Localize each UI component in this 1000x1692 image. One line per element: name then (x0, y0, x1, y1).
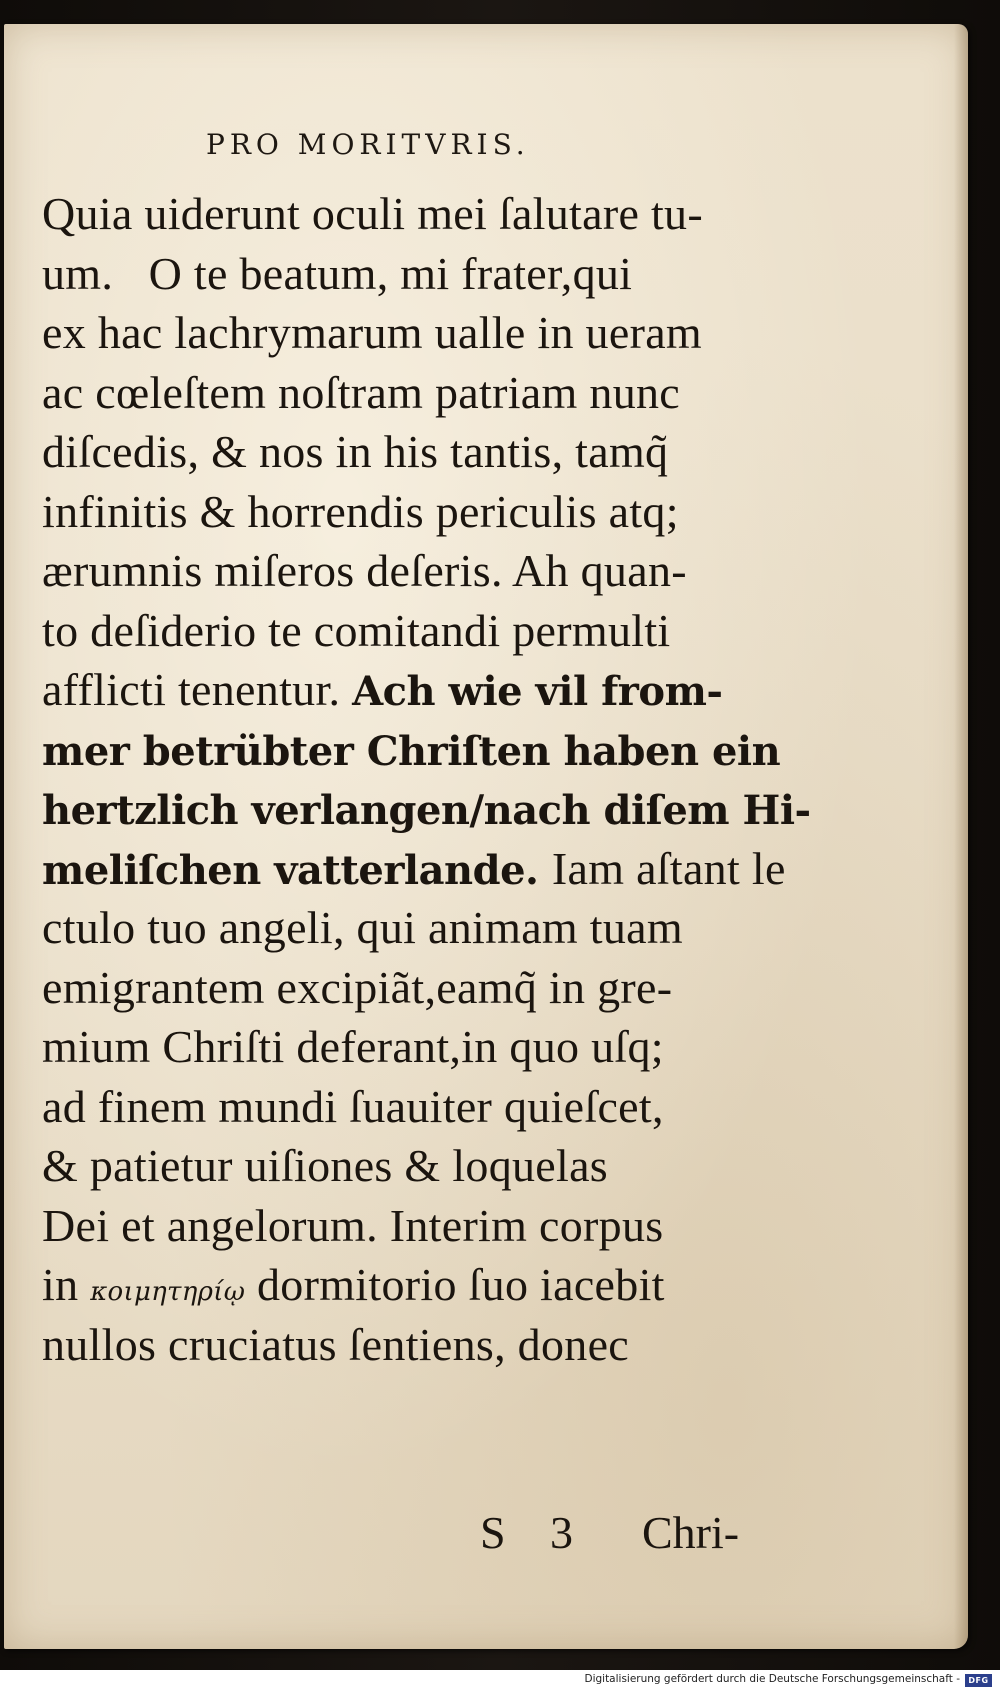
roman-text: to deſiderio te comitandi permulti (42, 604, 671, 656)
text-line (42, 839, 802, 899)
roman-text: um. O te beatum, mi frater,qui (42, 247, 633, 299)
text-line (42, 720, 802, 780)
roman-text: ærumnis miſeros deſeris. Ah quan- (42, 545, 687, 596)
text-line (42, 1255, 802, 1315)
roman-text: diſcedis, & nos in his tantis, tamq̃ (42, 426, 669, 477)
text-line (42, 660, 802, 720)
roman-text: Dei et angelorum. Interim corpus (42, 1199, 664, 1251)
roman-text: ctulo tuo angeli, qui animam tuam (42, 902, 683, 953)
roman-text: afflicti tenentur. (42, 664, 353, 715)
text-line (42, 958, 802, 1018)
blackletter-text: meliſchen vatterlande. (42, 846, 552, 894)
page-edge-shadow (954, 24, 968, 1649)
catchword: Chri- (642, 1507, 740, 1558)
roman-text: Quia uiderunt oculi mei ſalutare tu- (42, 188, 703, 239)
roman-text: nullos cruciatus ſentiens, donec (42, 1318, 630, 1370)
body-text (42, 184, 811, 1558)
roman-text: dormitorio ſuo iacebit (245, 1259, 665, 1310)
signature-mark: S (480, 1507, 506, 1558)
greek-word: κοιμητηρίῳ (90, 1277, 246, 1307)
text-line (42, 779, 811, 839)
text-line (42, 422, 802, 482)
footer-bar (0, 1670, 1000, 1692)
blackletter-text: Ach wie vil from- (352, 668, 723, 715)
roman-text: ad finem mundi ſuauiter quieſcet, (42, 1080, 664, 1132)
text-line (42, 1077, 802, 1137)
roman-text: mium Chriſti deferant,in quo uſq; (42, 1021, 664, 1072)
dfg-logo: DFG (965, 1674, 992, 1687)
running-head: PRO MORITVRIS. (206, 128, 530, 161)
text-line (42, 303, 802, 363)
text-line (42, 601, 802, 661)
blackletter-text: mer betrübter Chriſten haben ein (42, 727, 781, 775)
roman-text: Iam aſtant le (551, 842, 786, 894)
roman-text: ac cœleſtem noſtram patriam nunc (42, 366, 681, 418)
signature-number: 3 (550, 1507, 573, 1558)
roman-text: in (42, 1259, 91, 1310)
funding-notice: Digitalisierung gefördert durch die Deutsche Forschungsgemeinschaft - (584, 1673, 960, 1685)
text-line (42, 541, 802, 601)
text-line (42, 1017, 802, 1077)
roman-text: emigrantem excipiãt,eamq̃ in gre- (42, 961, 673, 1013)
text-line (42, 363, 802, 423)
text-line (42, 898, 802, 958)
blackletter-text: hertzlich verlangen/nach diſem Hi- (42, 787, 811, 834)
text-line (42, 184, 802, 244)
roman-text: & patietur uiſiones & loquelas (42, 1140, 609, 1191)
book-page (4, 24, 968, 1649)
text-line (42, 1136, 802, 1196)
text-line (42, 1196, 802, 1256)
signature-line (42, 1503, 802, 1563)
roman-text: ex hac lachrymarum ualle in ueram (42, 307, 702, 358)
roman-text: infinitis & horrendis periculis atq; (42, 485, 679, 537)
text-line (42, 482, 802, 542)
text-line (42, 1315, 802, 1375)
text-line (42, 244, 802, 304)
